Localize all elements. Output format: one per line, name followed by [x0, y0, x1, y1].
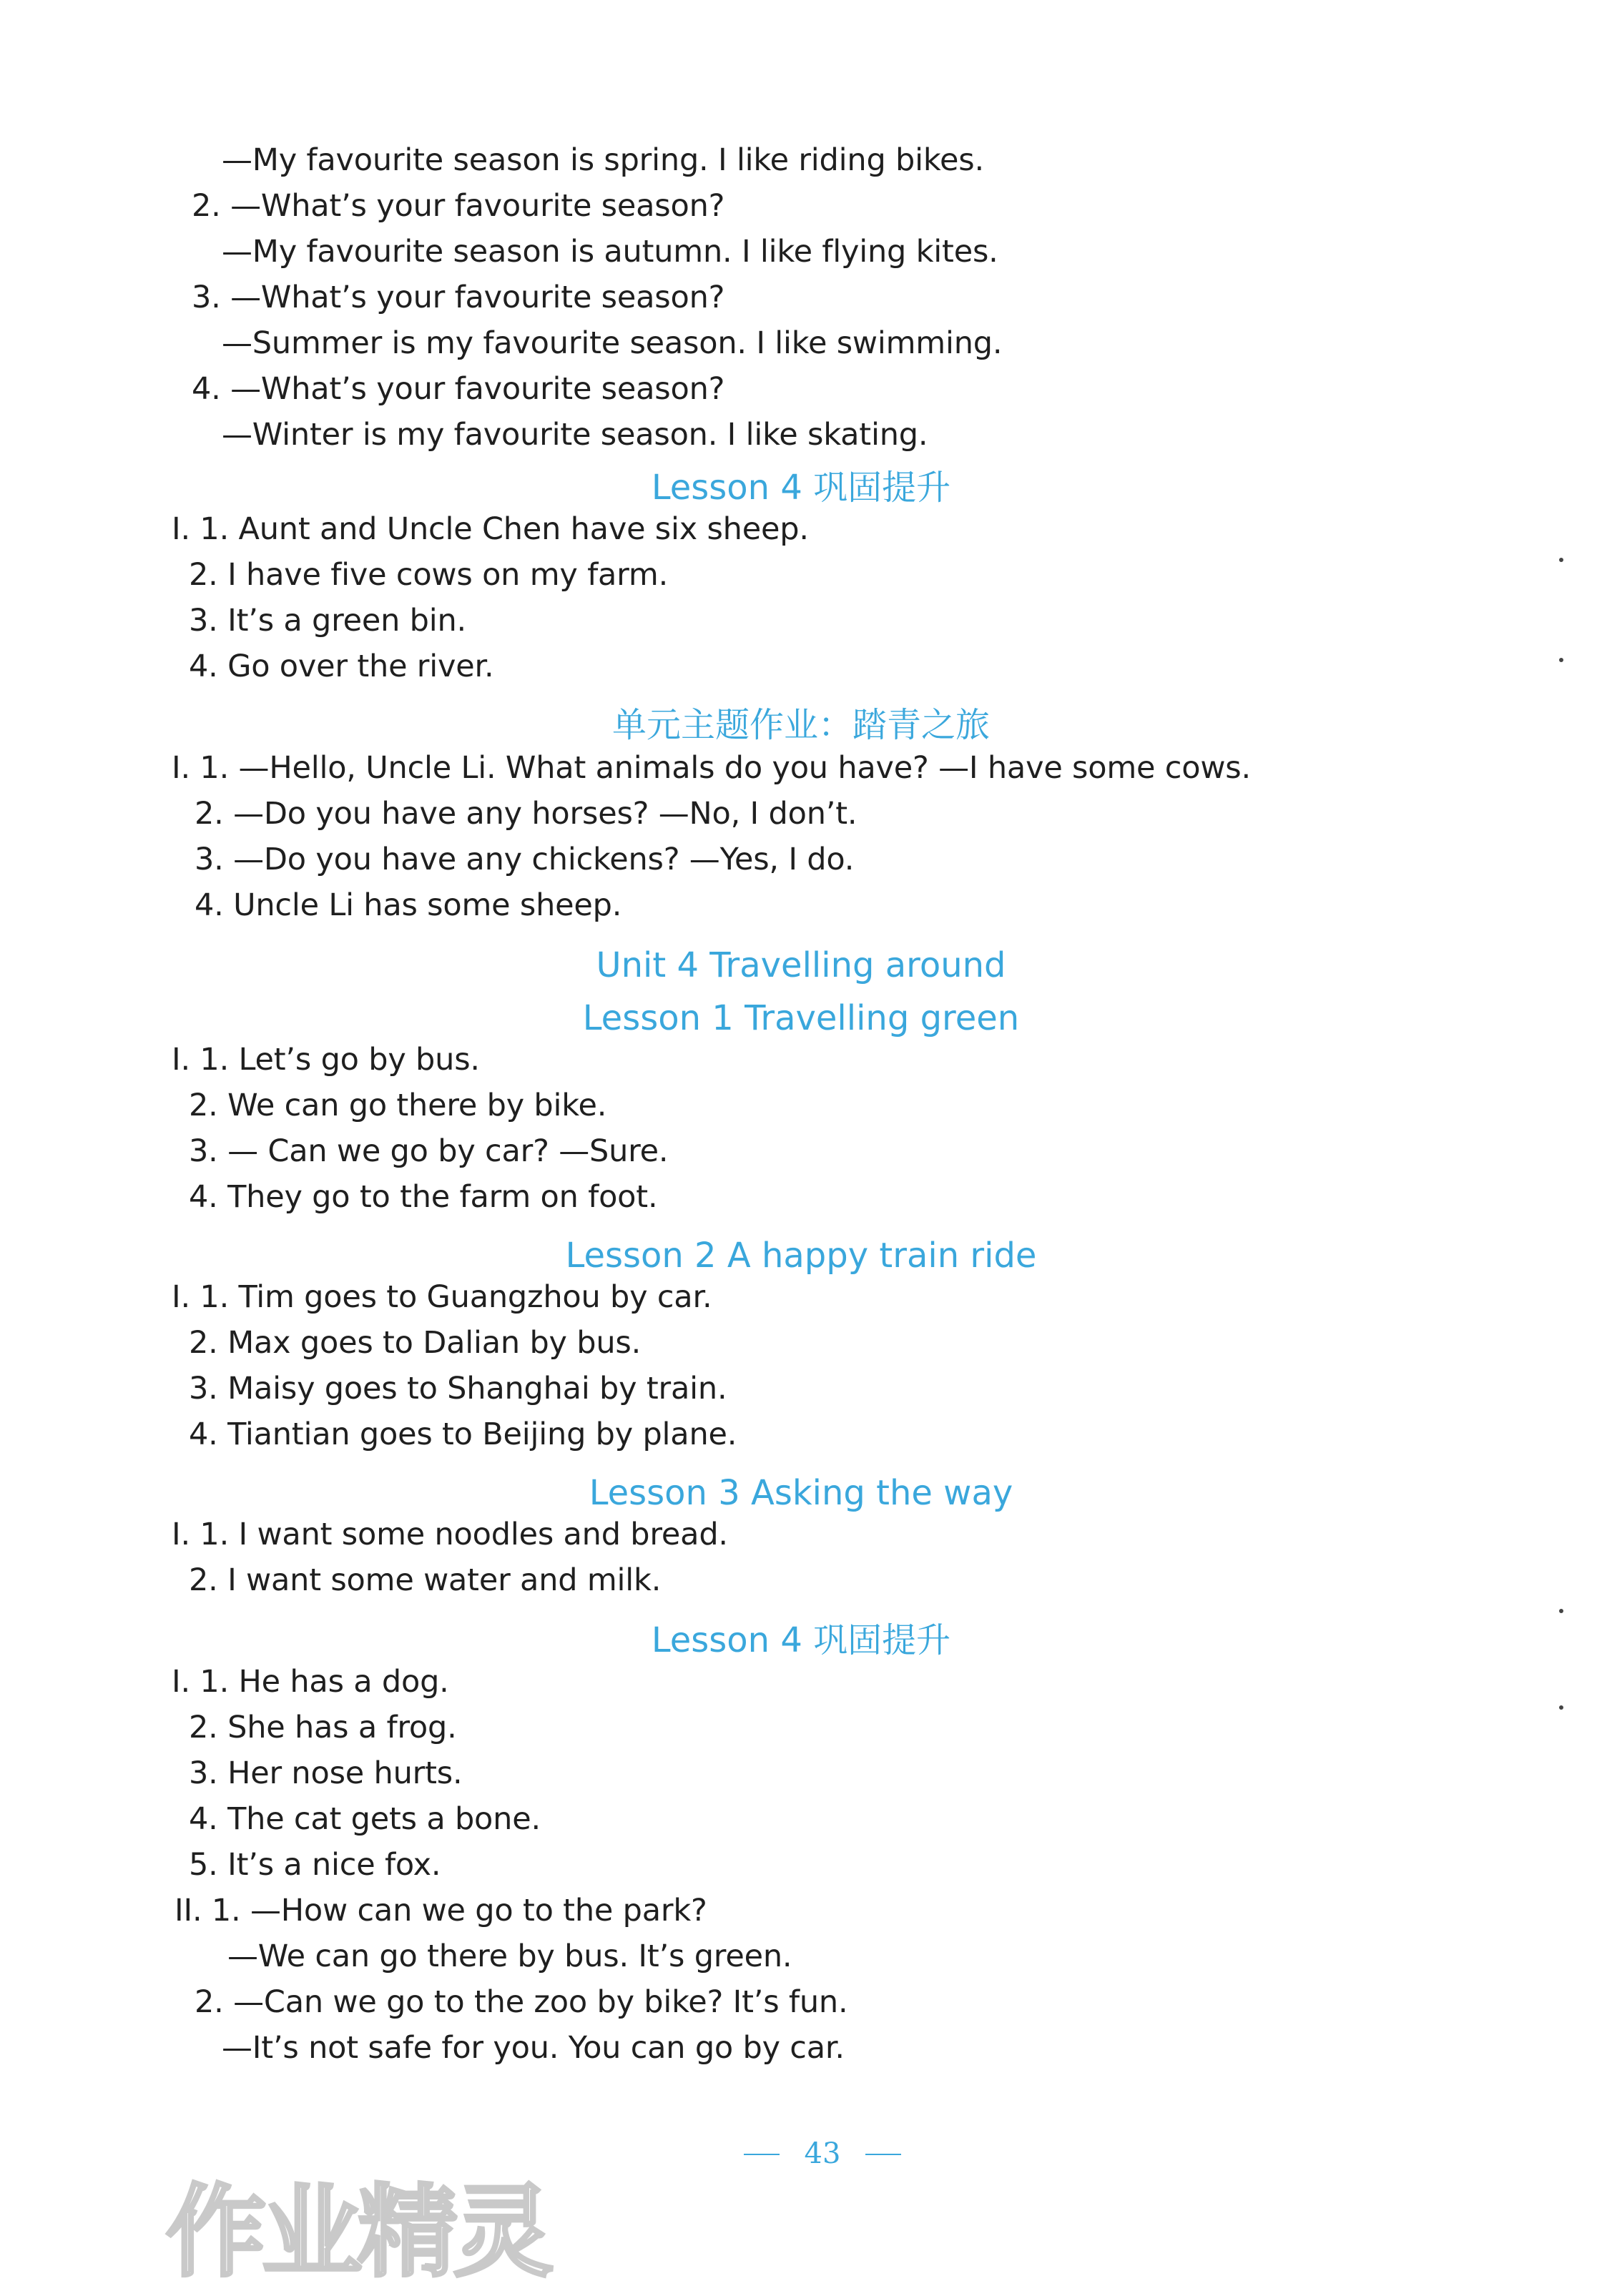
- answer-line: —We can go there by bus. It’s green.: [227, 1938, 792, 1974]
- page-number-text: 43: [804, 2137, 841, 2170]
- answer-line: 2. —Can we go to the zoo by bike? It’s fun.: [195, 1984, 848, 2020]
- answer-line: —My favourite season is autumn. I like flying kites.: [222, 234, 998, 270]
- answer-line: —My favourite season is spring. I like riding bikes.: [222, 142, 984, 178]
- answer-line: 4. —What’s your favourite season?: [192, 371, 725, 407]
- answer-line: I. 1. He has a dog.: [172, 1664, 449, 1700]
- scan-mark: [1559, 558, 1563, 562]
- answer-line: 4. Go over the river.: [189, 649, 494, 684]
- scan-mark: [1559, 658, 1563, 662]
- section-heading: Lesson 1 Travelling green: [582, 998, 1020, 1038]
- answer-line: 2. —What’s your favourite season?: [192, 188, 725, 224]
- answer-line: —Summer is my favourite season. I like swimming.: [222, 325, 1003, 361]
- answer-line: I. 1. Let’s go by bus.: [172, 1042, 480, 1078]
- section-heading: Lesson 4 巩固提升: [651, 1620, 951, 1660]
- answer-line: 5. It’s a nice fox.: [189, 1847, 441, 1883]
- section-heading: Unit 4 Travelling around: [596, 945, 1006, 985]
- answer-line: I. 1. Aunt and Uncle Chen have six sheep.: [172, 511, 809, 547]
- answer-line: —Winter is my favourite season. I like skating.: [222, 417, 928, 453]
- answer-line: I. 1. Tim goes to Guangzhou by car.: [172, 1279, 712, 1315]
- answer-line: —It’s not safe for you. You can go by car.: [222, 2030, 845, 2066]
- section-heading: Lesson 3 Asking the way: [589, 1473, 1013, 1513]
- page-number: [744, 2132, 901, 2175]
- answer-line: 2. —Do you have any horses? —No, I don’t.: [195, 796, 857, 832]
- answer-line: 4. The cat gets a bone.: [189, 1801, 541, 1837]
- scan-mark: [1559, 1609, 1563, 1613]
- section-heading: Lesson 4 巩固提升: [651, 468, 951, 508]
- answer-line: 3. — Can we go by car? —Sure.: [189, 1133, 669, 1169]
- answer-line: 3. —What’s your favourite season?: [192, 280, 725, 315]
- answer-line: I. 1. I want some noodles and bread.: [172, 1517, 728, 1552]
- answer-line: 3. It’s a green bin.: [189, 603, 467, 639]
- answer-line: 4. Uncle Li has some sheep.: [195, 887, 622, 923]
- answer-line: 3. Her nose hurts.: [189, 1755, 463, 1791]
- page-number-right-dash: [865, 2154, 901, 2155]
- answer-line: 4. They go to the farm on foot.: [189, 1179, 658, 1215]
- answer-line: II. 1. —How can we go to the park?: [175, 1893, 707, 1928]
- section-heading: Lesson 2 A happy train ride: [565, 1236, 1037, 1276]
- answer-line: 4. Tiantian goes to Beijing by plane.: [189, 1416, 737, 1452]
- answer-line: 2. She has a frog.: [189, 1710, 457, 1745]
- answer-line: 3. —Do you have any chickens? —Yes, I do.: [195, 842, 855, 877]
- answer-line: 3. Maisy goes to Shanghai by train.: [189, 1371, 727, 1406]
- watermark-logo: 作业精灵: [166, 2174, 550, 2291]
- answer-line: 2. I want some water and milk.: [189, 1562, 662, 1598]
- answer-line: 2. I have five cows on my farm.: [189, 557, 669, 593]
- answer-line: 2. Max goes to Dalian by bus.: [189, 1325, 642, 1361]
- answer-line: I. 1. —Hello, Uncle Li. What animals do you have? —I have some cows.: [172, 750, 1251, 786]
- section-heading: 单元主题作业：踏青之旅: [611, 705, 990, 745]
- answer-line: 2. We can go there by bike.: [189, 1088, 607, 1123]
- scan-mark: [1559, 1705, 1563, 1710]
